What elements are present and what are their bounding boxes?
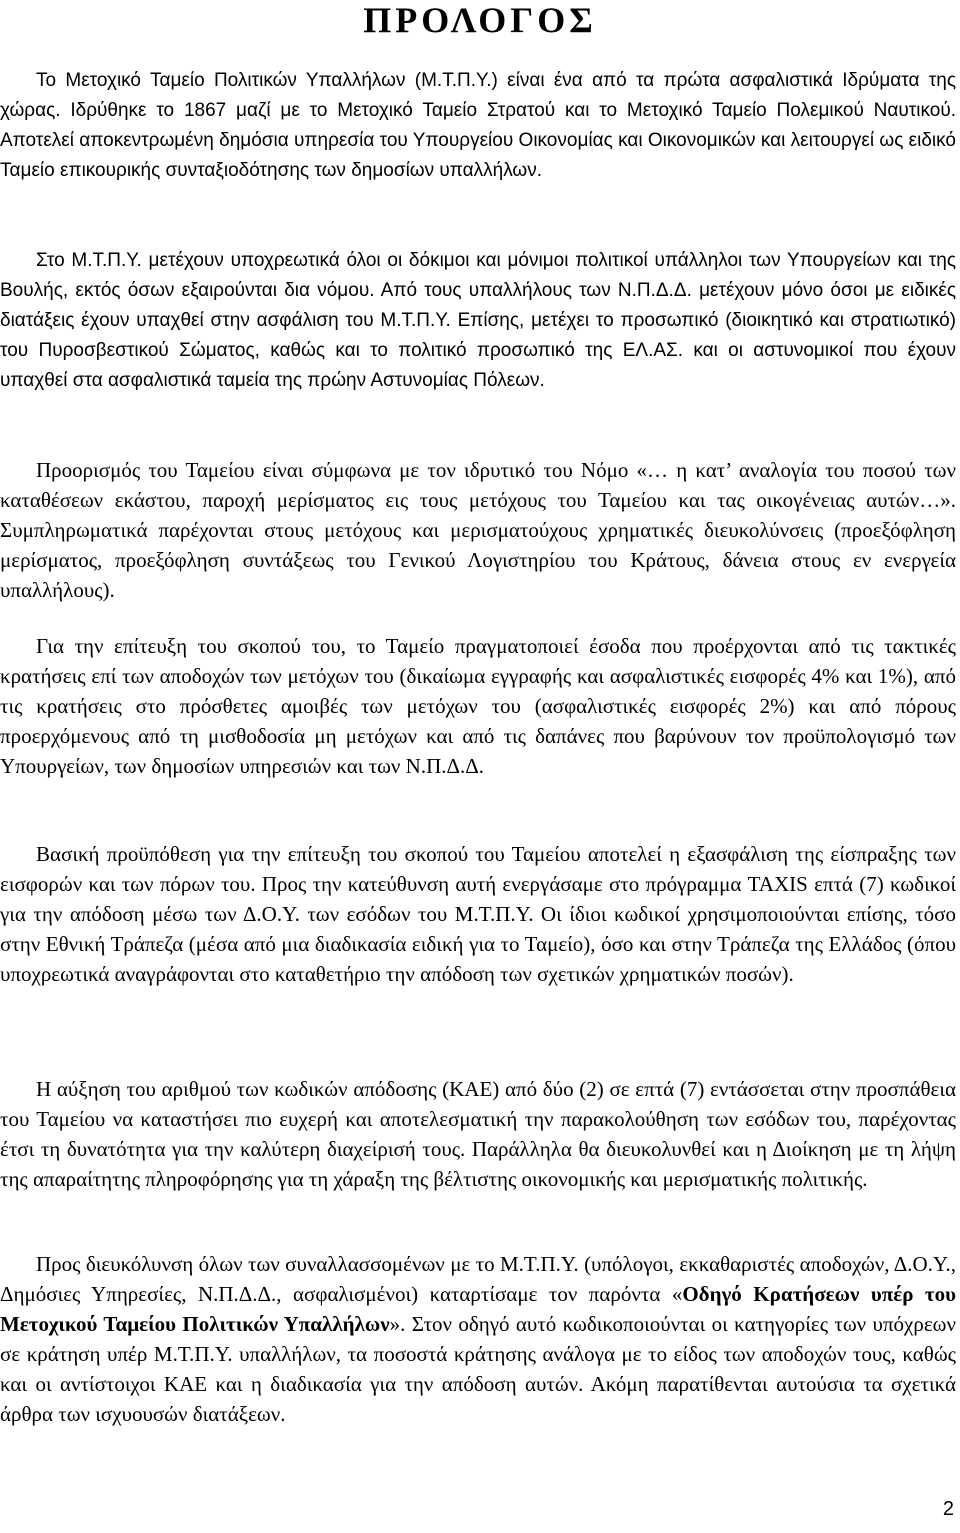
paragraph-revenue-text: Για την επίτευξη του σκοπού του, το Ταμείο πραγματοποιεί έσοδα που προέρχονται από τις τακτικές κρατήσεις επί των αποδοχών των μετόχων του (δικαίωμα εγγραφής και ασφαλιστικές εισφορές 4% και 1%), από τις κρατήσεις στο πρόσθετες αμοιβές των μετόχων του (ασφαλιστικές εισφορές 2%) και από πόρους προερχόμενους από τη μισθοδοσία μη μετόχων και από τις δαπάνες που βαρύνουν τον προϋπολογισμό των Υπουργείων, των δημοσίων υπηρεσιών και των Ν.Π.Δ.Δ. — [0, 634, 956, 778]
paragraph-purpose-text: Προορισμός του Ταμείου είναι σύμφωνα με τον ιδρυτικό του Νόμο «… η κατ’ αναλογία του ποσού των καταθέσεων εκάστου, παροχή μερίσματος εις τους μετόχους του Ταμείου και τας οικογένειας αυτών…». Συμπληρωματικά παρέχονται στους μετόχους και μερισματούχους χρηματικές διευκολύνσεις (προεξόφληση μερίσματος, προεξόφληση συντάξεως του Γενικού Λογιστηρίου του Κράτους, δάνεια στους εν ενεργεία υπαλλήλους). — [0, 458, 956, 602]
paragraph-revenue — [0, 631, 956, 781]
paragraph-guide-text-start: Προς διευκόλυνση όλων των συναλλασσομένων με το Μ.Τ.Π.Υ. (υπόλογοι, εκκαθαριστές αποδοχών, Δ.Ο.Υ., Δημόσιες Υπηρεσίες, Ν.Π.Δ.Δ., ασφαλισμένοι) καταρτίσαμε τον παρόντα « — [0, 1252, 956, 1306]
paragraph-intro — [0, 66, 956, 186]
paragraph-guide-text-end: ». Στον οδηγό αυτό κωδικοποιούνται οι κατηγορίες των υπόχρεων σε κράτηση υπέρ Μ.Τ.Π.Υ. υπαλλήλων, τα ποσοστά κράτησης ανάλογα με το είδος των αποδοχών τους, καθώς και οι αντίστοιχοι ΚΑΕ και η διαδικασία για την απόδοση αυτών. Ακόμη παρατίθενται αυτούσια τα σχετικά άρθρα των ισχυουσών διατάξεων. — [0, 1312, 956, 1426]
paragraph-codes-text: Η αύξηση του αριθμού των κωδικών απόδοσης (ΚΑΕ) από δύο (2) σε επτά (7) εντάσσεται στην προσπάθεια του Ταμείου να καταστήσει πιο ευχερή και αποτελεσματική την παρακολούθηση των εσόδων του, παρέχοντας έτσι τη δυνατότητα για την καλύτερη διαχείρισή τους. Παράλληλα θα διευκολυνθεί και η Διοίκηση με τη λήψη της απαραίτητης πληροφόρησης για τη χάραξη της βέλτιστης οικονομικής και μερισματικής πολιτικής. — [0, 1077, 956, 1191]
paragraph-purpose — [0, 455, 956, 605]
paragraph-guide — [0, 1249, 956, 1429]
paragraph-collection — [0, 839, 956, 989]
guide-title-bold: Οδηγό Κρατήσεων υπέρ του Μετοχικού Ταμείου Πολιτικών Υπαλλήλων — [0, 1282, 957, 1336]
paragraph-members-text: Στο Μ.Τ.Π.Υ. μετέχουν υποχρεωτικά όλοι οι δόκιμοι και μόνιμοι πολιτικοί υπάλληλοι των Υπουργείων και της Βουλής, εκτός όσων εξαιρούνται δια νόμου. Από τους υπαλλήλους των Ν.Π.Δ.Δ. μετέχουν μόνο όσοι με ειδικές διατάξεις έχουν υπαχθεί στην ασφάλιση του Μ.Τ.Π.Υ. Επίσης, μετέχει το προσωπικό (διοικητικό και στρατιωτικό) του Πυροσβεστικού Σώματος, καθώς και το πολιτικό προσωπικό της ΕΛ.ΑΣ. και οι αστυνομικοί που έχουν υπαχθεί στα ασφαλιστικά ταμεία της πρώην Αστυνομίας Πόλεων. — [0, 250, 956, 391]
page-number: 2 — [942, 1498, 954, 1520]
page-title: ΠΡΟΛΟΓΟΣ — [363, 0, 597, 40]
paragraph-intro-text: Το Μετοχικό Ταμείο Πολιτικών Υπαλλήλων (Μ.Τ.Π.Υ.) είναι ένα από τα πρώτα ασφαλιστικά Ιδρύματα της χώρας. Ιδρύθηκε το 1867 μαζί με το Μετοχικό Ταμείο Στρατού και το Μετοχικό Ταμείο Πολεμικού Ναυτικού. Αποτελεί αποκεντρωμένη δημόσια υπηρεσία του Υπουργείου Οικονομίας και Οικονομικών και λειτουργεί ως ειδικό Ταμείο επικουρικής συνταξιοδότησης των δημοσίων υπαλλήλων. — [0, 70, 956, 181]
paragraph-members — [0, 246, 956, 396]
paragraph-collection-text: Βασική προϋπόθεση για την επίτευξη του σκοπού του Ταμείου αποτελεί η εξασφάλιση της είσπραξης των εισφορών και των πόρων του. Προς την κατεύθυνση αυτή ενεργάσαμε στο πρόγραμμα TAXIS επτά (7) κωδικοί για την απόδοση μέσω των Δ.Ο.Υ. των εσόδων του Μ.Τ.Π.Υ. Οι ίδιοι κωδικοί χρησιμοποιούνται επίσης, τόσο στην Εθνική Τράπεζα (μέσα από μια διαδικασία ειδική για το Ταμείο), όσο και στην Τράπεζα της Ελλάδος (όπου υποχρεωτικά αναγράφονται στο καταθετήριο την απόδοση των σχετικών χρηματικών ποσών). — [0, 842, 956, 986]
paragraph-codes — [0, 1074, 956, 1194]
